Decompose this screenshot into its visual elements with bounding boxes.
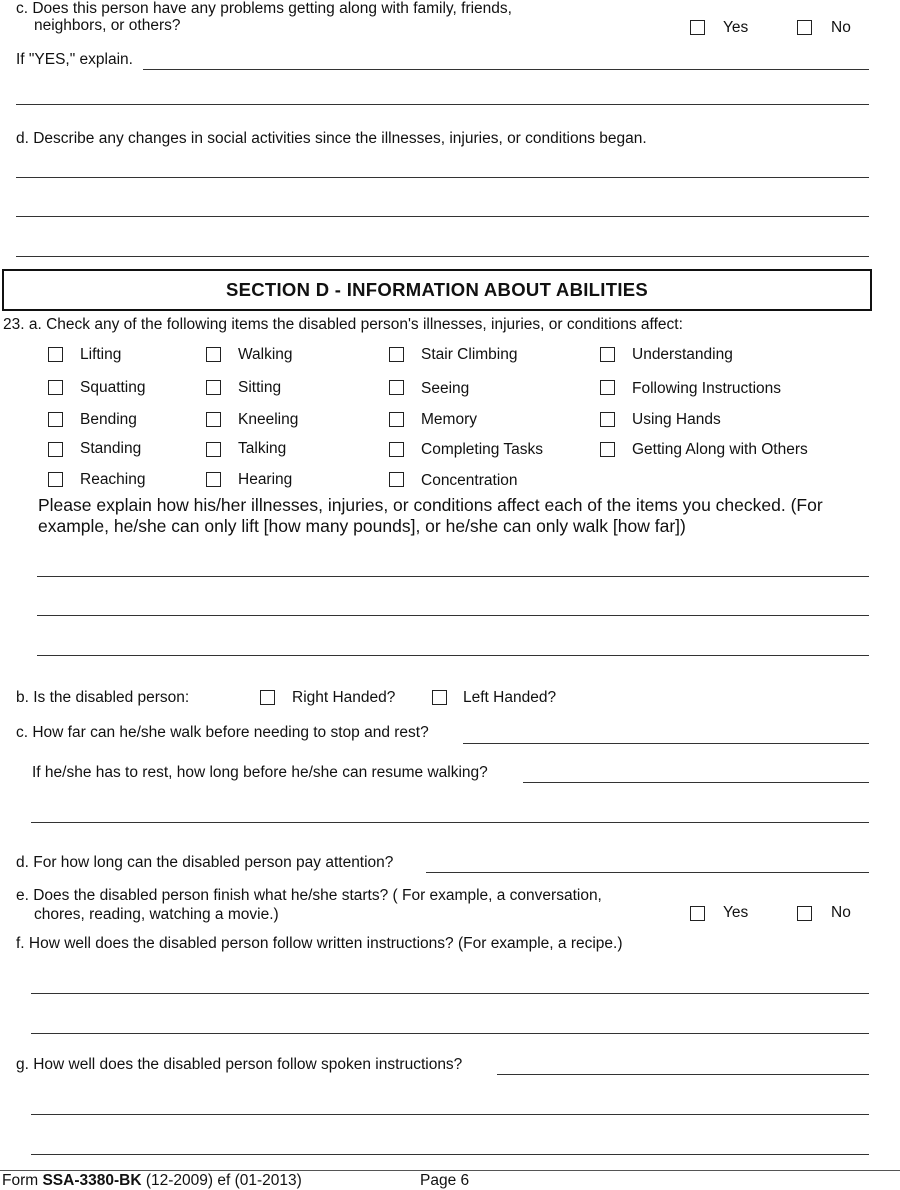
lifting-label: Lifting [80,346,122,363]
completing-tasks-checkbox[interactable] [389,442,404,457]
q23g-answer-line[interactable] [497,1074,869,1075]
seeing-checkbox[interactable] [389,380,404,395]
stair-climbing-label: Stair Climbing [421,346,518,363]
memory-label: Memory [421,411,477,428]
q23e-no-checkbox[interactable] [797,906,812,921]
q23c-rest-answer-line[interactable] [523,782,869,783]
section-d-title: SECTION D - INFORMATION ABOUT ABILITIES [225,279,649,300]
q23a-answer-line[interactable] [37,576,869,577]
q23e-question-line2: chores, reading, watching a movie.) [34,906,279,923]
q23c-rest-answer-line[interactable] [31,822,869,823]
q23a-question: 23. a. Check any of the following items the disabled person's illnesses, injuries, or conditions affect: [3,316,683,333]
q23a-answer-line[interactable] [37,615,869,616]
q22c-no-checkbox[interactable] [797,20,812,35]
right-handed-label: Right Handed? [292,689,396,706]
q22c-no-label: No [831,19,851,36]
q23c-answer-line[interactable] [463,743,869,744]
walking-checkbox[interactable] [206,347,221,362]
completing-tasks-label: Completing Tasks [421,441,544,458]
q23c-rest-question: If he/she has to rest, how long before he/she can resume walking? [32,764,488,781]
walking-label: Walking [238,346,293,363]
reaching-label: Reaching [80,471,146,488]
footer-form-suffix: (12-2009) ef (01-2013) [141,1172,302,1189]
right-handed-checkbox[interactable] [260,690,275,705]
left-handed-label: Left Handed? [463,689,557,706]
bending-label: Bending [80,411,137,428]
q23a-answer-line[interactable] [37,655,869,656]
q22c-yes-checkbox[interactable] [690,20,705,35]
following-instructions-checkbox[interactable] [600,380,615,395]
sitting-label: Sitting [238,379,282,396]
q22d-question: d. Describe any changes in social activities since the illnesses, injuries, or conditions began. [16,130,647,147]
q22d-answer-line[interactable] [16,177,869,178]
q23c-question: c. How far can he/she walk before needing to stop and rest? [16,724,429,741]
q23e-yes-checkbox[interactable] [690,906,705,921]
using-hands-checkbox[interactable] [600,412,615,427]
q23f-answer-line[interactable] [31,993,869,994]
q23b-question: b. Is the disabled person: [16,689,190,706]
seeing-label: Seeing [421,380,470,397]
getting-along-checkbox[interactable] [600,442,615,457]
memory-checkbox[interactable] [389,412,404,427]
talking-checkbox[interactable] [206,442,221,457]
lifting-checkbox[interactable] [48,347,63,362]
kneeling-label: Kneeling [238,411,299,428]
standing-label: Standing [80,440,142,457]
concentration-checkbox[interactable] [389,472,404,487]
q22d-answer-line[interactable] [16,256,869,257]
kneeling-checkbox[interactable] [206,412,221,427]
reaching-checkbox[interactable] [48,472,63,487]
q23d-answer-line[interactable] [426,872,869,873]
squatting-label: Squatting [80,379,146,396]
talking-label: Talking [238,440,287,457]
q23a-explain-text: Please explain how his/her illnesses, injuries, or conditions affect each of the items you checked. (For example, he/she can only lift [how many pounds], or he/she can only walk [how far]) [38,495,823,536]
q22c-question-line2: neighbors, or others? [34,17,181,34]
understanding-label: Understanding [632,346,733,363]
concentration-label: Concentration [421,472,518,489]
bending-checkbox[interactable] [48,412,63,427]
following-instructions-label: Following Instructions [632,380,782,397]
sitting-checkbox[interactable] [206,380,221,395]
section-d-header [2,269,872,311]
using-hands-label: Using Hands [632,411,721,428]
understanding-checkbox[interactable] [600,347,615,362]
left-handed-checkbox[interactable] [432,690,447,705]
q23g-question: g. How well does the disabled person follow spoken instructions? [16,1056,463,1073]
footer-page-number: Page 6 [420,1172,470,1189]
q23g-answer-line[interactable] [31,1154,869,1155]
q22c-explain-label: If "YES," explain. [16,51,133,68]
q23g-answer-line[interactable] [31,1114,869,1115]
standing-checkbox[interactable] [48,442,63,457]
hearing-label: Hearing [238,471,293,488]
q22c-question-line1: c. Does this person have any problems getting along with family, friends, [16,0,512,17]
q22d-answer-line[interactable] [16,216,869,217]
squatting-checkbox[interactable] [48,380,63,395]
q23f-answer-line[interactable] [31,1033,869,1034]
q23d-question: d. For how long can the disabled person pay attention? [16,854,394,871]
q23f-question: f. How well does the disabled person follow written instructions? (For example, a recipe.) [16,935,623,952]
footer-form-id [2,1172,302,1190]
hearing-checkbox[interactable] [206,472,221,487]
stair-climbing-checkbox[interactable] [389,347,404,362]
footer-form-number: SSA-3380-BK [42,1172,142,1189]
footer-form-prefix: Form [2,1172,43,1189]
getting-along-label: Getting Along with Others [632,441,808,458]
q23e-question-line1: e. Does the disabled person finish what he/she starts? ( For example, a conversation, [16,887,602,904]
q22c-explain-line[interactable] [143,69,869,70]
q23e-no-label: No [831,904,851,921]
q22c-explain-line[interactable] [16,104,869,105]
footer-divider [0,1170,900,1171]
q23e-yes-label: Yes [723,904,749,921]
q22c-yes-label: Yes [723,19,749,36]
